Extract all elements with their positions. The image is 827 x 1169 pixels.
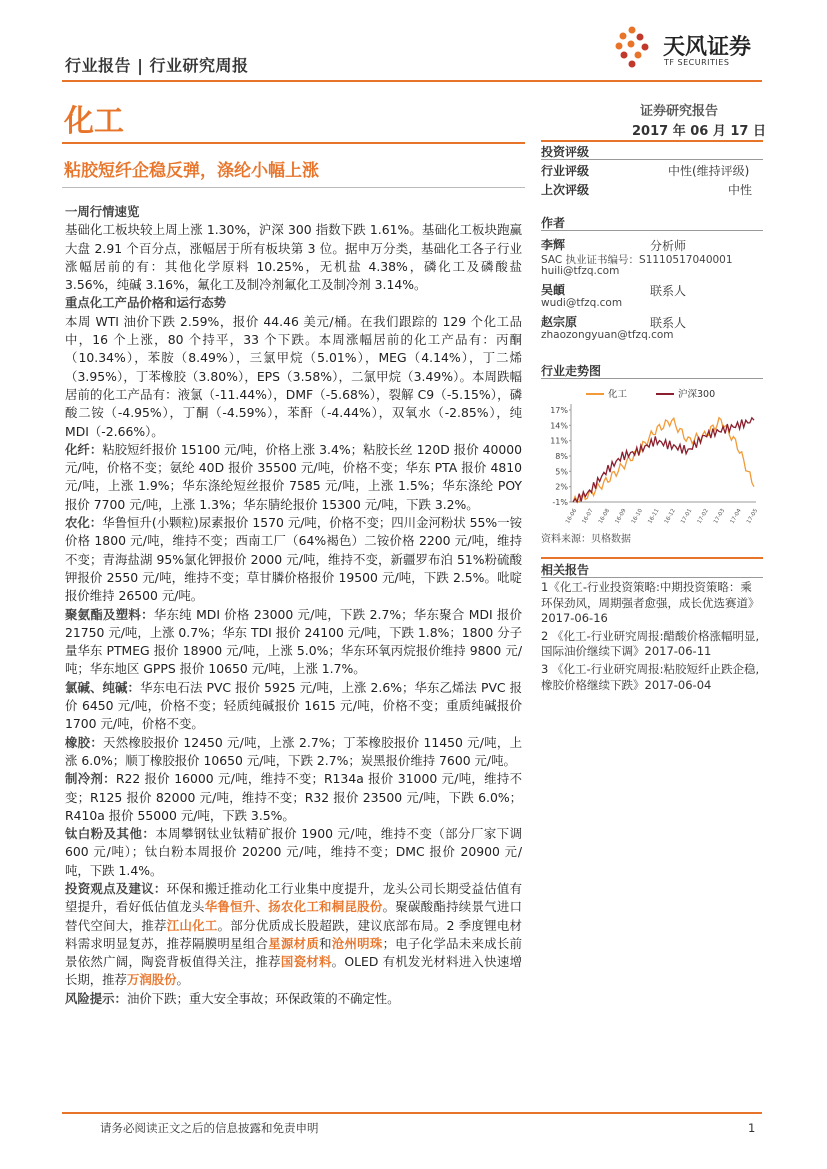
paragraph-investment xyxy=(65,880,522,990)
pu-text: 华东纯 MDI 价格 23000 元/吨，下跌 2.7%；华东聚合 MDI 报价 21750 元/吨，上涨 0.7%；华东 TDI 报价 24100 元/吨，下跌 1.8%；1800 分子量华东 PTMEG 报价 18900 元/吨，上涨 5.0%；华东环氧丙烷报价维持 9800 元/吨；华东地区 GPPS 报价 10650 元/吨，上涨 1.7%。 xyxy=(65,606,522,677)
author-email-2: wudi@tfzq.com xyxy=(541,297,623,309)
last-rating-value: 中性 xyxy=(728,183,753,197)
chart-series xyxy=(573,418,754,502)
chart-source: 资料来源：贝格数据 xyxy=(541,534,631,545)
y-tick-label: 2% xyxy=(555,482,568,492)
section-title-weekly: 一周行情速览 xyxy=(65,204,140,219)
investment-text-6: 。OLED 有机发光材料进入快速增长期，推荐 xyxy=(65,954,523,988)
x-tick-label: 17-05 xyxy=(746,508,760,525)
investment-text-4: 和 xyxy=(319,935,332,951)
related-reports xyxy=(541,580,763,695)
investment-pick-3: 星源材质 xyxy=(268,935,320,951)
author-role-1: 分析师 xyxy=(650,239,687,253)
titanium-heading: 钛白粉及其他： xyxy=(65,826,156,842)
x-tick-label: 16-09 xyxy=(614,508,628,525)
related-divider-top xyxy=(541,557,763,559)
trend-title: 行业走势图 xyxy=(541,364,602,378)
x-tick-label: 16-06 xyxy=(565,508,579,525)
related-report-1[interactable]: 1《化工-行业投资策略:中期投资策略：乘环保劲风，周期强者愈强，成长优选赛道》 2017-06-16 xyxy=(541,580,760,626)
investment-text-3: 。部分优质成长股超跌，建议底部布局。2 季度锂电材料需求明显复苏，推荐隔膜明星组合 xyxy=(65,917,523,951)
author-name-1: 李辉 xyxy=(541,238,566,252)
related-report-2[interactable]: 2 《化工-行业研究周报:醋酸价格涨幅明显,国际油价继续下调》2017-06-11 xyxy=(541,628,760,659)
chart-axes xyxy=(571,404,756,502)
related-title: 相关报告 xyxy=(541,563,590,577)
rating-divider xyxy=(541,159,763,160)
investment-text-1: 环保和搬迁推动化工行业集中度提升，龙头公司长期受益估值有望提升，看好低估值龙头 xyxy=(65,880,522,915)
chart-legend xyxy=(586,388,715,400)
report-date: 2017 年 06 月 17 日 xyxy=(632,124,766,139)
rubber-heading: 橡胶： xyxy=(65,734,104,750)
paragraph-titanium xyxy=(65,825,522,880)
author-role-2: 联系人 xyxy=(650,284,687,298)
author-email-1: huili@tfzq.com xyxy=(541,265,620,277)
alkali-heading: 氯碱、纯碱： xyxy=(65,679,140,695)
series-line-1 xyxy=(573,418,754,502)
investment-text-2: 。聚碳酸酯持续景气进口替代空间大，推荐 xyxy=(65,899,522,933)
series-line-0 xyxy=(573,418,754,502)
investment-pick-2: 江山化工 xyxy=(166,917,218,933)
legend-label-0: 化工 xyxy=(608,389,628,400)
x-tick-label: 16-11 xyxy=(647,508,661,525)
section-title-products: 重点化工产品价格和运行态势 xyxy=(65,295,227,311)
authors-divider xyxy=(541,230,763,231)
y-tick-label: 8% xyxy=(555,452,568,461)
y-tick-label: 14% xyxy=(550,421,568,431)
fiber-text: 粘胶短纤报价 15100 元/吨，价格上涨 3.4%；粘胶长丝 120D 报价 40000 元/吨，价格不变；氨纶 40D 报价 35500 元/吨，价格不变；华东 PTA 报价 4810 元/吨，上涨 1.9%；华东涤纶短丝报价 7585 元/吨，上涨 1.5%；华东涤纶 POY 报价 7700 元/吨，上涨 1.3%；华东腈纶报价 15300 元/吨，下跌 3.2%。 xyxy=(65,441,523,512)
last-rating-label: 上次评级 xyxy=(541,183,590,197)
investment-text-5: ；电子化学品未来成长前景依然广阔，陶瓷背板值得关注，推荐 xyxy=(65,935,522,970)
page-number: 1 xyxy=(748,1121,756,1135)
rating-divider-top xyxy=(541,140,763,142)
footer-disclaimer: 请务必阅读正文之后的信息披露和免责申明 xyxy=(100,1121,319,1135)
x-tick-label: 17-04 xyxy=(729,508,743,525)
paragraph-fiber xyxy=(65,441,522,514)
author-role-3: 联系人 xyxy=(650,316,687,330)
rubber-text: 天然橡胶报价 12450 元/吨，上涨 2.7%；丁苯橡胶报价 11450 元/吨，上涨 6.0%；顺丁橡胶报价 10650 元/吨，下跌 2.7%；炭黑报价维持 7600 元/吨。 xyxy=(65,734,522,768)
investment-heading: 投资观点及建议： xyxy=(65,880,167,896)
footer-divider xyxy=(62,1112,762,1114)
investment-pick-6: 万润股份 xyxy=(126,972,177,988)
report-body xyxy=(65,203,522,1008)
x-tick-label: 16-08 xyxy=(597,508,612,525)
title-divider-bottom xyxy=(62,187,525,188)
report-type: 证券研究报告 xyxy=(640,104,719,119)
investment-pick-5: 国瓷材料 xyxy=(280,954,332,970)
alkali-text: 华东电石法 PVC 报价 5925 元/吨，上涨 2.6%；华东乙烯法 PVC 报价 6450 元/吨，价格不变；轻质纯碱报价 1615 元/吨，价格不变；重质纯碱报价 1700 元/吨，价格不变。 xyxy=(65,679,523,732)
x-tick-label: 16-12 xyxy=(663,508,677,525)
paragraph-alkali xyxy=(65,679,522,734)
refrigerant-text: R22 报价 16000 元/吨，维持不变；R134a 报价 31000 元/吨，维持不变；R125 报价 82000 元/吨，维持不变；R32 报价 23500 元/吨，下跌 6.0%；R410a 报价 55000 元/吨，下跌 3.5%。 xyxy=(65,771,523,823)
investment-text-7: 。 xyxy=(176,972,189,988)
refrigerant-heading: 制冷剂： xyxy=(65,771,116,787)
fiber-heading: 化纤： xyxy=(65,441,103,457)
y-tick-label: 17% xyxy=(550,406,568,415)
paragraph-refrigerant xyxy=(65,770,522,825)
logo-subtext: TF SECURITIES xyxy=(664,58,730,67)
y-tick-label: -1% xyxy=(552,498,568,507)
author-name-3: 赵宗原 xyxy=(541,315,578,329)
paragraph-rubber xyxy=(65,734,522,771)
products-overview: 本周 WTI 油价下跌 2.59%，报价 44.46 美元/桶。在我们跟踪的 129 个化工品中，16 个上涨，80 个持平，33 个下跌。本周涨幅居前的化工产品有：丙酮（10.34%），苯胺（8.49%），三氯甲烷（5.01%），MEG（4.14%），丁二烯（3.95%），丁苯橡胶（3.80%），EPS（3.58%），二氯甲烷（3.49%）。本周跌幅居前的化工产品有：液氯（-11.44%），DMF（-5.68%），裂解 C9（-5.15%），磷酸二铵（-4.95%），丁酮（-4.59%），苯酐（-4.44%），双氧水（-2.85%），纯 MDI（-2.66%）。 xyxy=(65,313,522,439)
titanium-text: 本周攀钢钛业钛精矿报价 1900 元/吨，维持不变（部分厂家下调 600 元/吨）；钛白粉本周报价 20200 元/吨，维持不变；DMC 报价 20900 元/吨，下跌 1.4%。 xyxy=(65,826,522,878)
paragraph-agri xyxy=(65,514,522,605)
logo-text: 天风证券 xyxy=(663,35,752,60)
header-divider xyxy=(62,80,762,82)
x-tick-label: 17-01 xyxy=(680,508,694,525)
industry-rating-value: 中性(维持评级) xyxy=(668,164,750,178)
paragraph-risk xyxy=(65,990,522,1008)
risk-heading: 风险提示： xyxy=(65,990,127,1006)
chart-y-ticks xyxy=(550,406,571,507)
y-tick-label: 5% xyxy=(555,467,568,477)
author-cert-1: SAC 执业证书编号：S1110517040001 xyxy=(541,254,733,266)
related-divider xyxy=(541,577,763,578)
x-tick-label: 17-03 xyxy=(713,508,727,525)
rating-title: 投资评级 xyxy=(541,145,590,159)
report-title: 粘胶短纤企稳反弹，涤纶小幅上涨 xyxy=(64,161,319,181)
y-tick-label: 11% xyxy=(550,436,568,446)
x-tick-label: 16-07 xyxy=(581,508,595,525)
investment-pick-4: 沧州明珠 xyxy=(331,935,383,951)
author-email-3: zhaozongyuan@tfzq.com xyxy=(541,329,674,341)
agri-heading: 农化： xyxy=(65,515,103,531)
legend-label-1: 沪深300 xyxy=(678,389,716,400)
authors-title: 作者 xyxy=(541,216,566,230)
industry-rating-label: 行业评级 xyxy=(541,164,590,178)
title-divider-top xyxy=(62,142,525,144)
paragraph-pu xyxy=(65,606,522,679)
agri-text: 华鲁恒升(小颗粒)尿素报价 1570 元/吨，价格不变；四川金河粉状 55%一铵价格 1800 元/吨，维持不变；西南工厂（64%褐色）二铵价格 2200 元/吨，维持不变；青海盐湖 95%氯化钾报价 2000 元/吨，维持不变，新疆罗布泊 51%粉硫酸钾报价 2550 元/吨，维持不变；草甘膦价格报价 19500 元/吨，下跌 2.5%。吡啶报价维持 26500 元/吨。 xyxy=(65,515,522,604)
weekly-overview: 基础化工板块较上周上涨 1.30%，沪深 300 指数下跌 1.61%。基础化工板块跑赢大盘 2.91 个百分点，涨幅居于所有板块第 3 位。据申万分类，基础化工各子行业涨幅居前的有：其他化学原料 10.25%，无机盐 4.38%，磷化工及磷酸盐 3.56%，纯碱 3.16%，氟化工及制冷剂氟化工及制冷剂 3.14%。 xyxy=(65,222,522,293)
x-tick-label: 17-02 xyxy=(696,508,710,525)
pu-heading: 聚氨酯及塑料： xyxy=(65,606,154,622)
risk-text: 油价下跌；重大安全事故；环保政策的不确定性。 xyxy=(126,990,400,1006)
x-tick-label: 16-10 xyxy=(630,508,645,525)
chart-x-ticks xyxy=(565,508,759,525)
trend-divider xyxy=(541,378,763,379)
trend-chart xyxy=(541,382,763,527)
sector-title: 化工 xyxy=(64,104,124,139)
report-category: 行业报告 | 行业研究周报 xyxy=(65,56,249,75)
related-report-3[interactable]: 3 《化工-行业研究周报:粘胶短纤止跌企稳,橡胶价格继续下跌》2017-06-04 xyxy=(541,661,760,692)
author-name-2: 吴頔 xyxy=(541,283,566,297)
investment-pick-1: 华鲁恒升、扬农化工和桐昆股份 xyxy=(204,899,383,915)
